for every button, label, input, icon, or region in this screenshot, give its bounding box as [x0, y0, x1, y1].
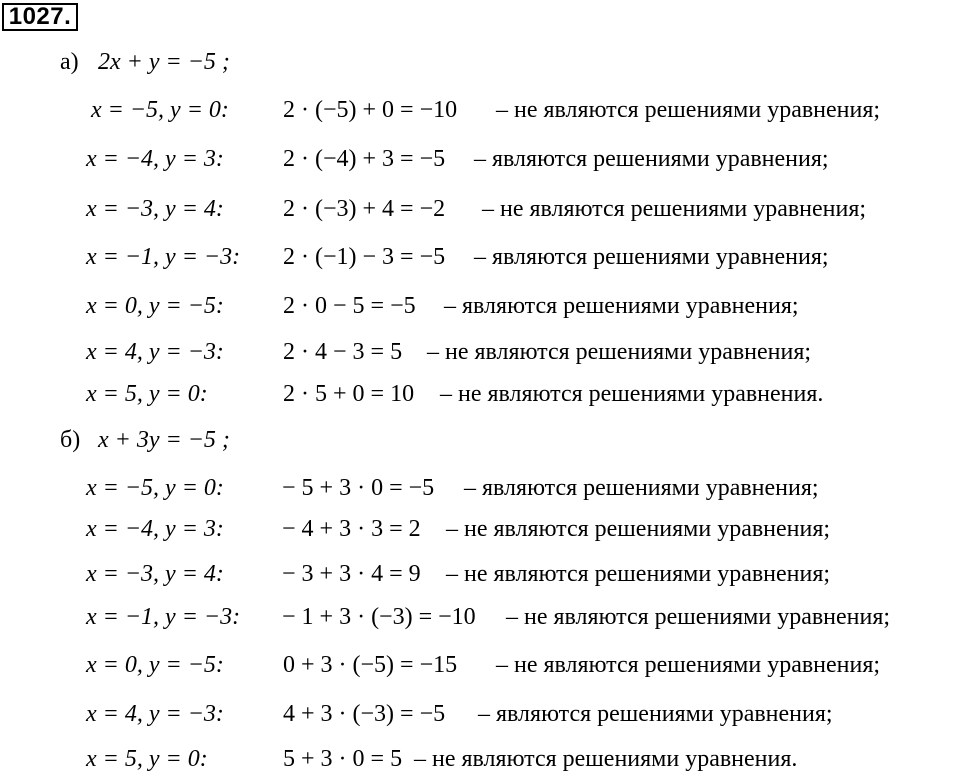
part-a-row-7: [0, 380, 960, 408]
row-expression: 2 · (−4) + 3 = −5: [283, 146, 446, 172]
row-conclusion: – не являются решениями уравнения;: [427, 339, 812, 365]
part-b-row-6: [0, 700, 960, 728]
row-values: x = −5, y = 0:: [86, 475, 224, 501]
part-a-row-5: [0, 292, 960, 320]
row-expression: − 5 + 3 · 0 = −5: [282, 475, 435, 501]
row-expression: 2 · 4 − 3 = 5: [283, 339, 403, 365]
row-values: x = 4, y = −3:: [86, 339, 224, 365]
part-a-row-1: [0, 96, 960, 124]
part-b-header: [60, 426, 230, 454]
part-a-header: [60, 48, 230, 76]
part-b-row-5: [0, 651, 960, 679]
part-a-row-6: [0, 338, 960, 366]
row-values: x = −3, y = 4:: [86, 561, 224, 587]
row-values: x = 0, y = −5:: [86, 652, 224, 678]
part-a-row-2: [0, 145, 960, 173]
part-b-row-7: [0, 745, 960, 773]
row-conclusion: – являются решениями уравнения;: [474, 244, 829, 270]
row-values: x = −1, y = −3:: [86, 244, 241, 270]
part-a-row-3: [0, 195, 960, 223]
row-conclusion: – не являются решениями уравнения;: [496, 652, 881, 678]
row-expression: 2 · 0 − 5 = −5: [283, 293, 416, 319]
row-expression: − 1 + 3 · (−3) = −10: [282, 604, 476, 630]
row-conclusion: – являются решениями уравнения;: [474, 146, 829, 172]
row-expression: 4 + 3 · (−3) = −5: [283, 701, 446, 727]
row-expression: 2 · (−1) − 3 = −5: [283, 244, 446, 270]
row-values: x = −1, y = −3:: [86, 604, 241, 630]
row-conclusion: – не являются решениями уравнения;: [506, 604, 891, 630]
row-conclusion: – не являются решениями уравнения.: [440, 381, 824, 407]
row-conclusion: – не являются решениями уравнения.: [414, 746, 798, 772]
row-expression: 0 + 3 · (−5) = −15: [283, 652, 458, 678]
row-values: x = 0, y = −5:: [86, 293, 224, 319]
part-b-row-4: [0, 603, 960, 631]
row-conclusion: – являются решениями уравнения;: [444, 293, 799, 319]
row-conclusion: – не являются решениями уравнения;: [446, 561, 831, 587]
row-conclusion: – не являются решениями уравнения;: [446, 516, 831, 542]
row-conclusion: – являются решениями уравнения;: [478, 701, 833, 727]
row-expression: − 4 + 3 · 3 = 2: [282, 516, 421, 542]
row-conclusion: – не являются решениями уравнения;: [482, 196, 867, 222]
row-values: x = −4, y = 3:: [86, 146, 224, 172]
problem-number: 1027.: [2, 3, 78, 31]
part-b-row-2: [0, 515, 960, 543]
row-expression: 2 · 5 + 0 = 10: [283, 381, 415, 407]
part-b-row-3: [0, 560, 960, 588]
row-expression: 5 + 3 · 0 = 5: [283, 746, 403, 772]
row-values: x = −4, y = 3:: [86, 516, 224, 542]
row-values: x = 5, y = 0:: [86, 381, 208, 407]
row-expression: − 3 + 3 · 4 = 9: [282, 561, 421, 587]
part-a-label: а): [60, 49, 79, 75]
part-b-label: б): [60, 427, 81, 453]
row-values: x = 5, y = 0:: [86, 746, 208, 772]
part-a-equation: 2x + y = −5 ;: [98, 49, 230, 75]
row-values: x = −3, y = 4:: [86, 196, 224, 222]
row-conclusion: – не являются решениями уравнения;: [496, 97, 881, 123]
row-expression: 2 · (−5) + 0 = −10: [283, 97, 458, 123]
row-conclusion: – являются решениями уравнения;: [464, 475, 819, 501]
row-values: x = −5, y = 0:: [91, 97, 229, 123]
row-expression: 2 · (−3) + 4 = −2: [283, 196, 446, 222]
part-b-equation: x + 3y = −5 ;: [98, 427, 230, 453]
part-b-row-1: [0, 474, 960, 502]
part-a-row-4: [0, 243, 960, 271]
row-values: x = 4, y = −3:: [86, 701, 224, 727]
